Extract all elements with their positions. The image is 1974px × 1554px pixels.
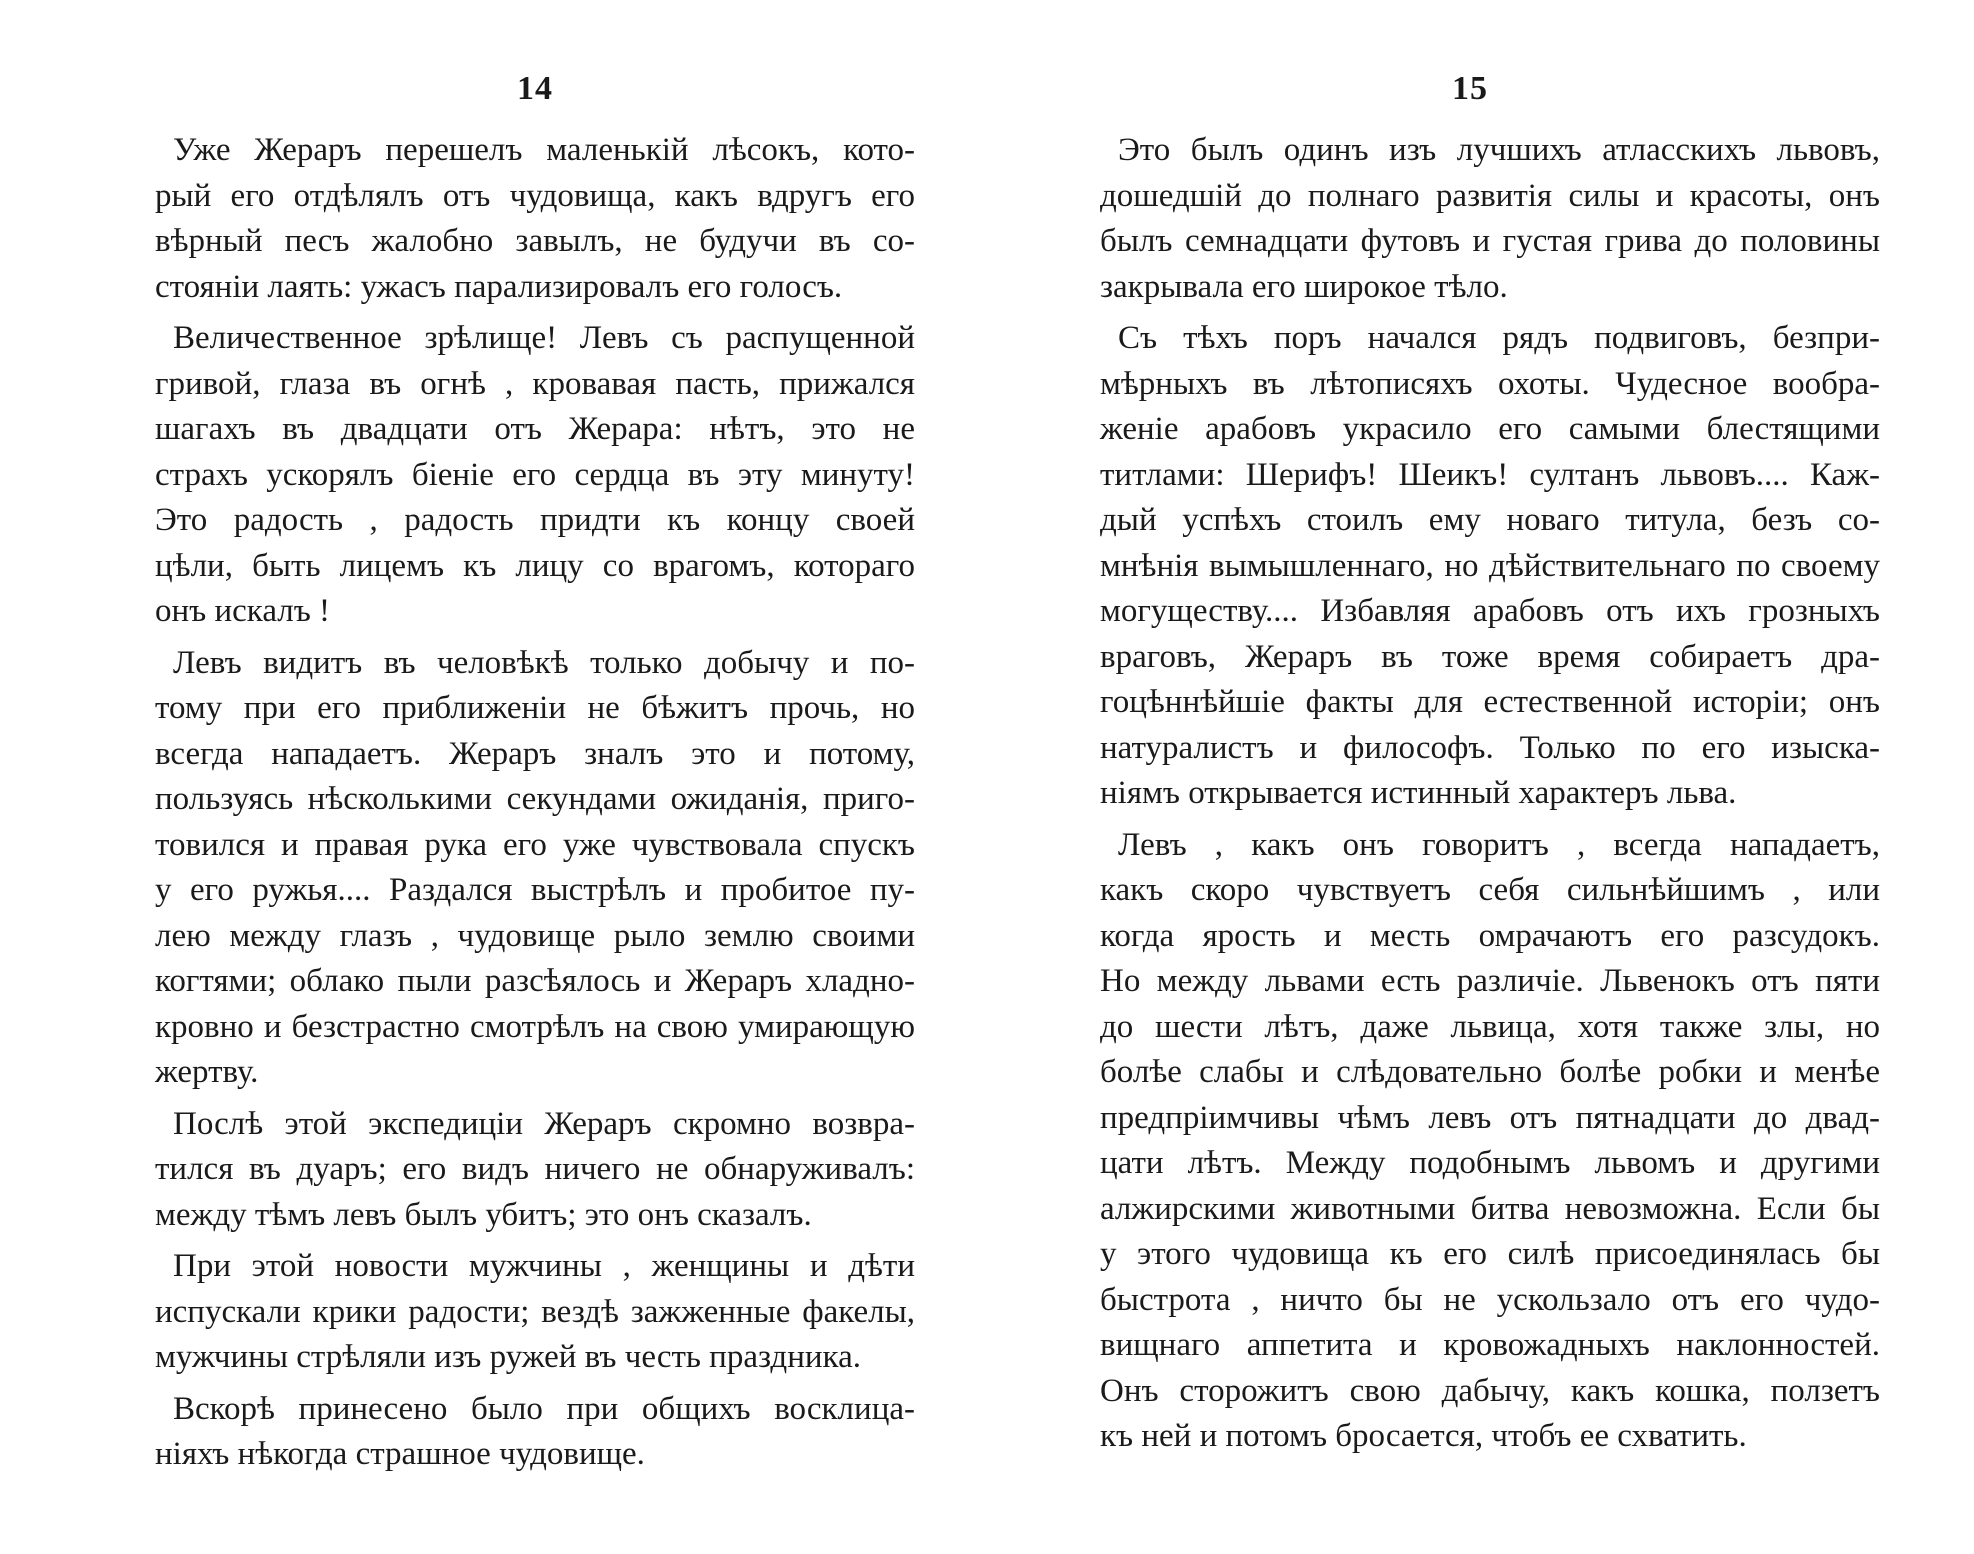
text-line: тому при его приближеніи не бѣжитъ прочь, но — [155, 690, 915, 726]
text-line: пользуясь нѣсколькими секундами ожиданія, приго- — [155, 781, 915, 817]
text-line: предпріимчивы чѣмъ левъ отъ пятнадцати до двад- — [1100, 1099, 1880, 1136]
text-line: гривой, глаза въ огнѣ , кровавая пасть, прижался — [155, 365, 915, 402]
paragraph — [1100, 128, 1880, 310]
text-line: Съ тѣхъ поръ начался рядъ подвиговъ, безпри- — [1118, 320, 1880, 356]
text-line: болѣе слабы и слѣдовательно болѣе робки и менѣе — [1100, 1054, 1880, 1090]
text-line: страхъ ускорялъ біеніе его сердца въ эту минуту! — [155, 456, 915, 493]
text-line: ніямъ открывается истинный характеръ льва. — [1100, 775, 1737, 811]
text-line: Величественное зрѣлище! Левъ съ распущенной — [173, 320, 915, 356]
right-page — [1100, 0, 1880, 1554]
text-line: рый его отдѣлялъ отъ чудовища, какъ вдругъ его — [155, 177, 915, 214]
text-line: закрывала его широкое тѣло. — [1100, 268, 1508, 305]
text-line: жертву. — [155, 1054, 259, 1090]
text-line: между тѣмъ левъ былъ убитъ; это онъ сказалъ. — [155, 1196, 812, 1233]
text-line: гоцѣннѣйшіе факты для естественной исторіи; онъ — [1100, 684, 1880, 720]
text-line: цати лѣтъ. Между подобнымъ львомъ и другими — [1100, 1145, 1880, 1181]
text-line: тился въ дуаръ; его видъ ничего не обнаруживалъ: — [155, 1151, 915, 1187]
text-line: онъ искалъ ! — [155, 593, 331, 629]
text-line: мѣрныхъ въ лѣтописяхъ охоты. Чудесное вообра- — [1100, 365, 1880, 402]
text-line: когтями; облако пыли разсѣялось и Жераръ хладно- — [155, 963, 915, 999]
text-line: титлами: Шерифъ! Шеикъ! султанъ львовъ.... Каж- — [1100, 456, 1880, 493]
paragraph — [155, 1244, 915, 1381]
text-line: Послѣ этой экспедиціи Жераръ скромно возвра- — [173, 1105, 915, 1142]
page-number: 15 — [1452, 70, 1488, 107]
text-line: былъ семнадцати футовъ и густая грива до половины — [1100, 223, 1880, 259]
text-line: всегда нападаетъ. Жераръ зналъ это и потому, — [155, 735, 915, 772]
text-line: какъ скоро чувствуетъ себя сильнѣйшимъ , или — [1100, 872, 1880, 908]
text-line: Это былъ одинъ изъ лучшихъ атласскихъ львовъ, — [1118, 132, 1880, 168]
text-line: лею между глазъ , чудовище рыло землю своими — [155, 917, 915, 954]
text-line: у его ружья.... Раздался выстрѣлъ и пробитое пу- — [155, 872, 915, 908]
text-line: Вскорѣ принесено было при общихъ восклица- — [173, 1390, 915, 1427]
text-line: могуществу.... Избавляя арабовъ отъ ихъ грозныхъ — [1100, 593, 1880, 629]
text-line: При этой новости мужчины , женщины и дѣти — [173, 1248, 915, 1284]
text-line: цѣли, быть лицемъ къ лицу со врагомъ, котораго — [155, 547, 915, 584]
paragraph — [1100, 823, 1880, 1460]
text-line: Левъ видитъ въ человѣкѣ только добычу и по- — [173, 644, 915, 681]
paragraph — [1100, 316, 1880, 817]
text-line: у этого чудовища къ его силѣ присоединялась бы — [1100, 1236, 1880, 1272]
text-line: вищнаго аппетита и кровожадныхъ наклонностей. — [1100, 1327, 1880, 1363]
text-line: алжирскими животными битва невозможна. Если бы — [1100, 1190, 1880, 1227]
text-line: Это радость , радость придти къ концу своей — [155, 502, 915, 538]
text-line: Онъ сторожитъ свою дабычу, какъ кошка, ползетъ — [1100, 1372, 1880, 1409]
text-line: мужчины стрѣляли изъ ружей въ честь праздника. — [155, 1339, 861, 1375]
paragraph — [155, 1387, 915, 1478]
text-line: Левъ , какъ онъ говоритъ , всегда нападаетъ, — [1118, 826, 1880, 863]
text-line: враговъ, Жераръ въ тоже время собираетъ дра- — [1100, 638, 1880, 675]
text-line: мнѣнія вымышленнаго, но дѣйствительнаго по своему — [1100, 547, 1880, 584]
text-line: шагахъ въ двадцати отъ Жерара: нѣтъ, это не — [155, 411, 915, 447]
text-line: Уже Жераръ перешелъ маленькій лѣсокъ, кото- — [173, 132, 915, 168]
text-line: женіе арабовъ украсило его самыми блестящими — [1100, 411, 1880, 447]
text-line: испускали крики радости; вездѣ зажженные факелы, — [155, 1293, 915, 1330]
paragraph — [155, 1102, 915, 1239]
paragraph — [155, 316, 915, 635]
text-line: ніяхъ нѣкогда страшное чудовище. — [155, 1436, 645, 1472]
paragraph — [155, 641, 915, 1096]
text-line: Но между львами есть различіе. Львенокъ отъ пяти — [1100, 963, 1880, 999]
text-line: быстрота , ничто бы не ускользало отъ его чудо- — [1100, 1281, 1880, 1318]
page-text — [1100, 128, 1880, 1466]
text-line: дый успѣхъ стоилъ ему новаго титула, безъ со- — [1100, 502, 1880, 538]
page-text — [155, 128, 915, 1484]
text-line: товился и правая рука его уже чувствовала спускъ — [155, 826, 915, 863]
text-line: дошедшій до полнаго развитія силы и красоты, онъ — [1100, 177, 1880, 214]
text-line: стояніи лаять: ужасъ парализировалъ его голосъ. — [155, 268, 843, 305]
text-line: къ ней и потомъ бросается, чтобъ ее схватить. — [1100, 1418, 1747, 1454]
text-line: когда ярость и месть омрачаютъ его разсудокъ. — [1100, 917, 1880, 954]
left-page — [155, 0, 915, 1554]
text-line: натуралистъ и философъ. Только по его изыска- — [1100, 729, 1880, 766]
page-number: 14 — [517, 70, 553, 107]
text-line: до шести лѣтъ, даже львица, хотя также злы, но — [1100, 1008, 1880, 1045]
paragraph — [155, 128, 915, 310]
text-line: вѣрный песъ жалобно завылъ, не будучи въ со- — [155, 223, 915, 259]
text-line: кровно и безстрастно смотрѣлъ на свою умирающую — [155, 1008, 915, 1045]
